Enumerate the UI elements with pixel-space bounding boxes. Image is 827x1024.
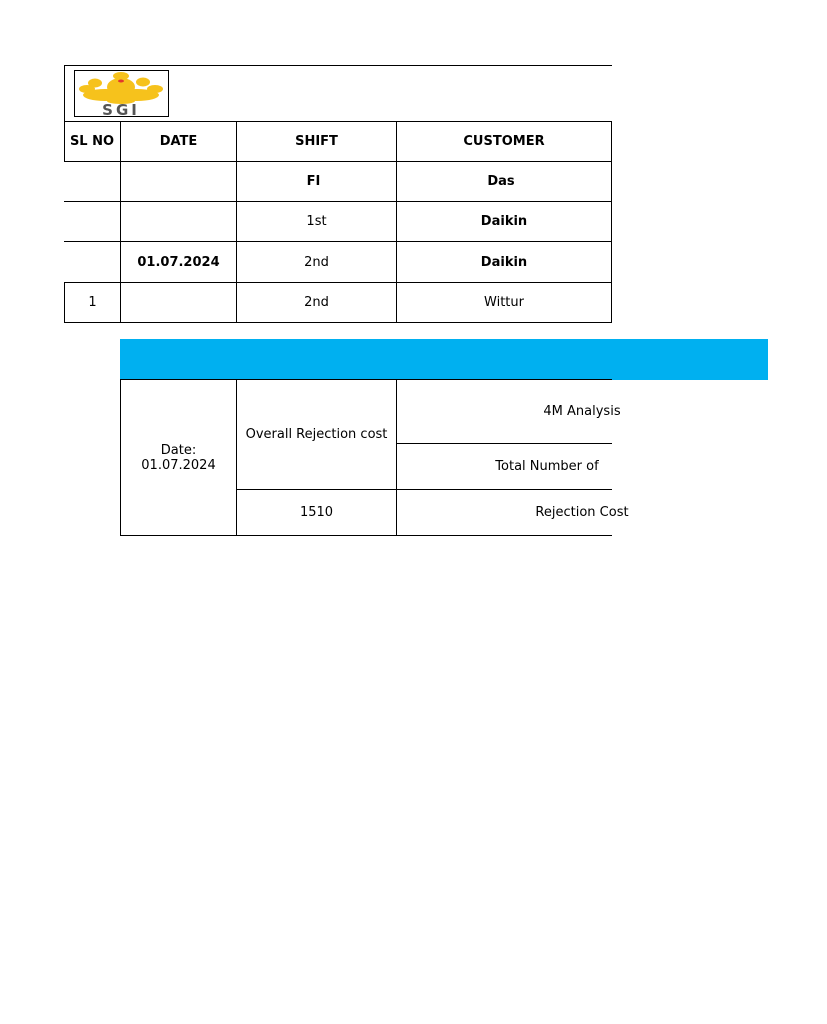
summary-date-value: 01.07.2024 <box>141 457 216 473</box>
total-number-label: Total Number of <box>495 459 599 474</box>
row-2-shift: 1st <box>306 214 327 229</box>
row-3-shift: 2nd <box>304 254 329 270</box>
analysis-cell <box>397 380 827 443</box>
overall-rejection-value: 1510 <box>299 505 334 520</box>
row-1-customer: Das <box>487 174 515 189</box>
overall-rejection-label: Overall Rejection cost <box>245 427 388 442</box>
header-customer: CUSTOMER <box>463 134 545 149</box>
row-3-date: 01.07.2024 <box>137 254 220 270</box>
row-1-sl-no <box>64 162 120 201</box>
row-4-shift: 2nd <box>304 295 329 310</box>
row-4-date <box>121 283 236 322</box>
analysis-label: 4M Analysis <box>543 404 621 419</box>
summary-date-label: Date: <box>160 442 197 458</box>
header-date: DATE <box>159 134 198 149</box>
row-4-customer: Wittur <box>484 295 524 310</box>
summary-date <box>121 380 236 535</box>
rejection-cost-cell <box>397 490 827 535</box>
company-logo <box>74 70 169 117</box>
header-shift: SHIFT <box>295 134 338 149</box>
row-3-sl-no <box>64 242 120 282</box>
row-2-sl-no <box>64 202 120 241</box>
row-3-customer: Daikin <box>480 254 528 270</box>
rejection-cost-label: Rejection Cost <box>535 505 629 520</box>
row-1-shift: FI <box>306 174 321 189</box>
row-2-customer: Daikin <box>480 214 528 229</box>
logo-text: SGI <box>102 101 140 119</box>
row-2-date <box>121 202 236 241</box>
header-sl-no: SL NO <box>69 134 115 149</box>
row-4-sl-no: 1 <box>88 295 97 310</box>
row-1-date <box>121 162 236 201</box>
total-number-cell <box>397 444 827 489</box>
